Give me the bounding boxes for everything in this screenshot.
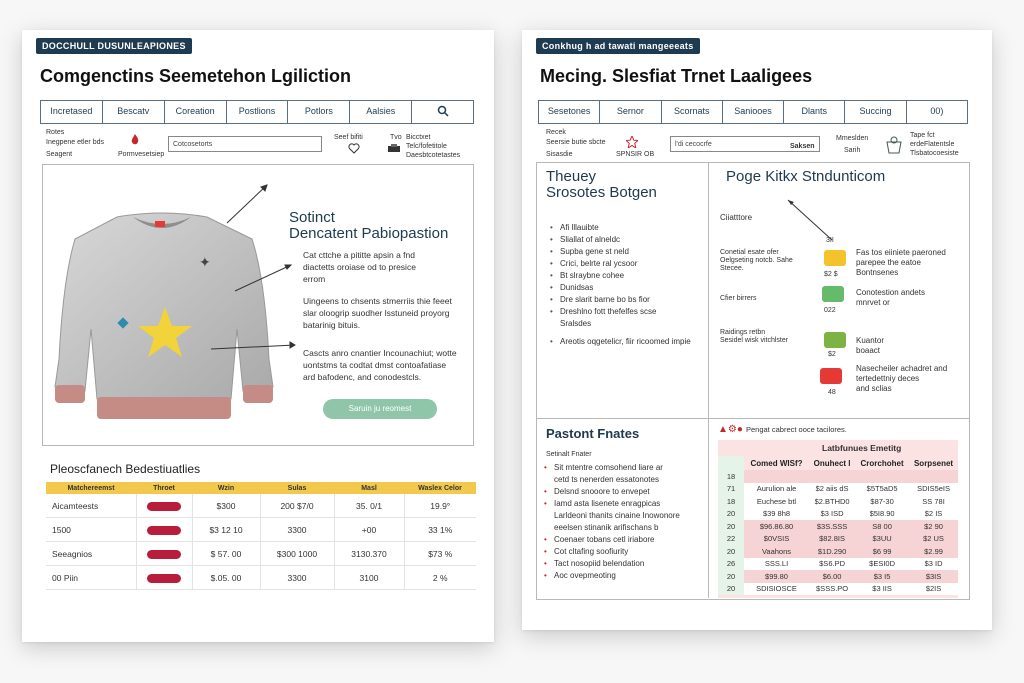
cell: SSS.LI — [744, 558, 809, 571]
row1-label-2: Oelgseting notcb. Sahe — [720, 257, 793, 264]
meta-mid: SPNSIR OB — [616, 151, 655, 158]
table-row — [46, 518, 476, 542]
cell: $300 1000 — [260, 542, 334, 566]
row-number: 26 — [718, 558, 744, 571]
cell: $96.86.80 — [744, 520, 809, 533]
cell: S8 00 — [855, 520, 909, 533]
row-number: 18 — [718, 470, 744, 483]
hero-para-1-line-2: diactetts oroiase od to presice — [303, 262, 416, 272]
cell — [744, 470, 809, 483]
tab-2[interactable]: Bescatv — [103, 101, 165, 123]
cell: $2.99 — [909, 545, 958, 558]
cell: SDIS5eIS — [909, 483, 958, 496]
list-item: • Areotis oqgetelicr, fiir ricoomed impie — [550, 337, 691, 346]
tab-6[interactable]: Aalsies — [350, 101, 412, 123]
col-header-1: Comed WISf? — [750, 458, 803, 468]
meta-label-3: Seagent — [46, 151, 73, 158]
row-number: 22 — [718, 533, 744, 546]
request-button[interactable]: Saruin ju reomest — [323, 399, 437, 419]
cell: 2 % — [404, 566, 476, 590]
cell: $6.00 — [809, 570, 855, 583]
col-header-1: Matchereemst — [46, 482, 136, 494]
meta-label-1: Rotes — [46, 129, 65, 136]
list-item: • Supba gene st neld — [550, 247, 629, 256]
bag-icon — [884, 136, 904, 154]
cell: $39 8h8 — [744, 508, 809, 521]
cell: Aurulion ale — [744, 483, 809, 496]
col-header-5: Masl — [334, 482, 404, 494]
row4-badge: 48 — [828, 389, 836, 396]
hero-para-3-line-2: uontstms ta codtat dmst contoafatiase — [303, 360, 447, 370]
cell: 00 Piin — [46, 566, 136, 590]
tab-1[interactable]: Incretased — [41, 101, 103, 123]
row3-label-1: Raidings retbn — [720, 329, 766, 336]
cell: $5T5aD5 — [855, 483, 909, 496]
list-item: • Cot cltafing soofiurity — [544, 547, 629, 556]
cell: $2 aiis dS — [809, 483, 855, 496]
list-item: cetd ts nenerden essatonotes — [554, 475, 659, 484]
tab-2[interactable]: Sernor — [600, 101, 661, 123]
meta-mid: Pormvesetsiep — [118, 151, 165, 158]
table-row — [718, 558, 958, 571]
doc-title: Comgenctins Seemetehon Lgiliction — [40, 66, 352, 86]
tab-bar — [538, 100, 968, 124]
cell: $82.8IS — [809, 533, 855, 546]
cell: Aicamteests — [46, 494, 136, 518]
panel-a-title-1: Theuey — [546, 168, 597, 185]
cell: $3 I5 — [855, 570, 909, 583]
list-item: • Dre slarit barne bo bs fior — [550, 295, 650, 304]
row1-label-1: Conetial esate ofer — [720, 249, 779, 256]
search-icon — [437, 105, 449, 117]
row2-desc-2: mnrvet or — [856, 298, 890, 307]
panel-b-label-0: Ciiatttore — [720, 213, 753, 222]
cell: $S6.PD — [809, 558, 855, 571]
col-header-4: Sulas — [260, 482, 334, 494]
cell — [855, 470, 909, 483]
panel-d-note: Pengat cabrect ooce tacilores. — [746, 425, 847, 434]
divider-vertical — [708, 162, 709, 598]
list-item: • Delsnd snooore to envepet — [544, 487, 650, 496]
cell: SDISIOSCE — [744, 583, 809, 596]
right-document — [522, 30, 992, 630]
panel-d-table-title: Latbfunues Emetitg — [822, 443, 902, 453]
cell: 3300 — [260, 518, 334, 542]
col-header-2: Throet — [136, 482, 192, 494]
hero-para-2-line-1: Uingeens to chsents stmerriis thie feeet — [303, 296, 452, 306]
row2-desc-1: Conotestion andets — [856, 288, 925, 297]
panel-a-title-2: Srosotes Botgen — [546, 184, 657, 201]
pricing-table — [46, 482, 476, 590]
cell: $.05. 00 — [192, 566, 260, 590]
panel-a-list — [550, 222, 691, 348]
doc-tag: Conkhug h ad tawati mangeeeats — [536, 38, 700, 54]
tab-search[interactable] — [412, 101, 473, 123]
meta-right-4: Daesbtcotetastes — [406, 152, 461, 159]
list-item: • Sit mtentre comsohend liare ar — [544, 463, 663, 472]
cell — [909, 470, 958, 483]
arrow-label: 3II — [826, 237, 834, 244]
table-row — [46, 494, 476, 518]
tab-5[interactable]: Potlors — [288, 101, 350, 123]
printer-icon — [388, 144, 400, 154]
hero-para-3-line-3: ard bafodenc, and conodestcls. — [303, 372, 422, 382]
cell: 200 $7/0 — [260, 494, 334, 518]
list-item: Larldeoni thanits cinaine Inowonore — [554, 511, 680, 520]
meta-right-1: Seef bifiti — [334, 134, 363, 141]
cell — [809, 470, 855, 483]
tab-5[interactable]: Dlants — [784, 101, 845, 123]
table-row — [46, 566, 476, 590]
meta-label-3: Sisasdie — [546, 151, 573, 158]
row3-icon — [824, 332, 846, 348]
row3-badge: $2 — [828, 351, 836, 358]
row1-desc-2: parepee the eatoe — [856, 258, 921, 267]
cell: $6 99 — [855, 545, 909, 558]
row1-desc-3: Bontnsenes — [856, 268, 899, 277]
bar-cell — [136, 542, 192, 566]
hero-title-1: Sotinct — [289, 209, 335, 226]
row1-badge: $2 $ — [824, 271, 838, 278]
table-row — [718, 533, 958, 546]
row4-desc-1: Nasecheiler achadret and — [856, 364, 948, 373]
list-item: • Dreshlno fott thefelfes scse — [550, 307, 657, 316]
cell: 33 1% — [404, 518, 476, 542]
col-header-num — [718, 456, 744, 470]
cell: $2 IS — [909, 508, 958, 521]
cell: $2 US — [909, 533, 958, 546]
list-item: • Sliallat of alneldc — [550, 235, 621, 244]
meta-right-3: Telc/fofetitole — [406, 143, 447, 150]
cell: Euchese btl — [744, 495, 809, 508]
panel-c-title: Pastont Fnates — [546, 426, 640, 441]
divider-horizontal — [536, 418, 969, 419]
table-title: Pleoscfanech Bedestiuatlies — [50, 462, 201, 476]
hero-para-1-line-3: errom — [303, 274, 326, 284]
meta-label-2: Inegpene etler bds — [46, 139, 104, 146]
bar-cell — [136, 518, 192, 542]
col-header-3: Wzin — [192, 482, 260, 494]
panel-c-list — [544, 462, 680, 582]
bar-cell — [136, 566, 192, 590]
table-header-row — [718, 456, 958, 470]
tab-4[interactable]: Saniooes — [723, 101, 784, 123]
cell: $SSS.PO — [809, 583, 855, 596]
row-number: 20 — [718, 520, 744, 533]
table-row — [718, 545, 958, 558]
table-row — [718, 570, 958, 583]
cell: 35. 0/1 — [334, 494, 404, 518]
data-table — [718, 456, 958, 595]
tab-1[interactable]: Sesetones — [539, 101, 600, 123]
doc-title: Mecing. Slesfiat Trnet Laaligees — [540, 66, 813, 86]
col-header-2: Onuhect l — [813, 458, 851, 468]
table-row — [46, 542, 476, 566]
cell: $1D.290 — [809, 545, 855, 558]
hero-para-3-line-1: Cascts anro cnantier Incounachiut; wotte — [303, 348, 457, 358]
list-item: • Aoc ovepmeoting — [544, 571, 616, 580]
table-row — [718, 520, 958, 533]
list-item: • Iamd asta lisenete enragpicas — [544, 499, 661, 508]
cell: $3 12 10 — [192, 518, 260, 542]
row-number: 20 — [718, 570, 744, 583]
row3-label-2: Sesidel wisk vitchlster — [720, 337, 789, 344]
doc-tag: DOCCHULL DUSUNLEAPIONES — [36, 38, 192, 54]
row1-label-3: Stecee. — [720, 265, 744, 272]
cell: $3 ISD — [809, 508, 855, 521]
cell: $2IS — [909, 583, 958, 596]
tab-3[interactable]: Scornats — [662, 101, 723, 123]
cell: $3 IIS — [855, 583, 909, 596]
row2-badge: 022 — [824, 307, 836, 314]
cell: Seeagnios — [46, 542, 136, 566]
cell: 1500 — [46, 518, 136, 542]
row4-desc-3: and sclias — [856, 384, 892, 393]
list-item: • Afi lllauibte — [550, 223, 599, 232]
list-item: Sralsdes — [560, 319, 592, 328]
hero-para-2-line-2: slar oloogrip suodher lsstuneid proyorg — [303, 308, 450, 318]
meta-input[interactable]: Cotcosetorts — [168, 136, 322, 152]
cell: $3S.SSS — [809, 520, 855, 533]
cell: $300 — [192, 494, 260, 518]
row3-desc-2: boaact — [856, 346, 881, 355]
tab-3[interactable]: Coreation — [165, 101, 227, 123]
rating-bar — [147, 550, 181, 559]
row1-icon — [824, 250, 846, 266]
col-header-4: Sorpsenet — [913, 458, 954, 468]
meta-input[interactable]: l'di cecocrfe — [670, 136, 820, 152]
meta-right-4: erdeFlatentsle — [910, 141, 955, 148]
cell: $87-30 — [855, 495, 909, 508]
list-item: • Coenaer tobans cetl iriabore — [544, 535, 655, 544]
cell: $99.80 — [744, 570, 809, 583]
list-item: • Crici, belrte ral ycsoor — [550, 259, 638, 268]
list-item: • Bt slraybne cohee — [550, 271, 625, 280]
table-row — [718, 470, 958, 483]
list-item: • Dunidsas — [550, 283, 594, 292]
col-header-6: Waslex Celor — [404, 482, 476, 494]
cell: $3IS — [909, 570, 958, 583]
svg-text:✦: ✦ — [199, 254, 211, 270]
cell: $0VSIS — [744, 533, 809, 546]
meta-label-1: Recek — [546, 129, 566, 136]
bar-cell — [136, 494, 192, 518]
tab-6[interactable]: Succing — [845, 101, 906, 123]
list-item: eeelsen stinanik arifischans b — [554, 523, 659, 532]
product-panel — [42, 164, 474, 446]
cell: Vaahons — [744, 545, 809, 558]
table-row — [718, 583, 958, 596]
cell: $73 % — [404, 542, 476, 566]
meta-right-2: Bicctxet — [406, 134, 431, 141]
cell: $3 ID — [909, 558, 958, 571]
rating-bar — [147, 526, 181, 535]
row-number: 18 — [718, 495, 744, 508]
row2-icon — [822, 286, 844, 302]
cell: 19.9° — [404, 494, 476, 518]
row4-desc-2: tertedettniy deces — [856, 374, 920, 383]
table-row — [718, 495, 958, 508]
cell: $3UU — [855, 533, 909, 546]
tab-7[interactable]: 00) — [930, 106, 944, 116]
hero-title-2: Dencatent Pabiopastion — [289, 225, 449, 242]
cell: $2.BTHD0 — [809, 495, 855, 508]
panel-c-sub: Setinalt Fnater — [546, 451, 592, 458]
meta-label-2: Seersie butie sbcte — [546, 139, 606, 146]
alert-icon: ▲⚙● — [718, 424, 743, 435]
panel-b-title: Poge Kitkx Stndunticom — [726, 168, 886, 185]
meta-right-3: Tape fct — [910, 132, 935, 139]
row-number: 71 — [718, 483, 744, 496]
left-document — [22, 30, 494, 642]
row2-label-1: Cfier birrers — [720, 295, 757, 302]
row-number: 20 — [718, 583, 744, 596]
tab-4[interactable]: Postlions — [227, 101, 289, 123]
cell: $2 90 — [909, 520, 958, 533]
table-row — [718, 508, 958, 521]
table-row — [718, 483, 958, 496]
cell: 3100 — [334, 566, 404, 590]
rating-bar — [147, 502, 181, 511]
cell: SS 78I — [909, 495, 958, 508]
row3-desc-1: Kuantor — [856, 336, 885, 345]
tab-bar — [40, 100, 474, 124]
cell: $ 57. 00 — [192, 542, 260, 566]
cell: 3130.370 — [334, 542, 404, 566]
flame-icon — [130, 134, 140, 146]
row-number: 20 — [718, 545, 744, 558]
heart-icon — [348, 142, 360, 154]
hero-para-2-line-3: batarinig bituis. — [303, 320, 361, 330]
row-number: 20 — [718, 508, 744, 521]
row1-desc-1: Fas tos eiiniete paeroned — [856, 248, 946, 257]
col-header-3: Crorchohet — [860, 458, 904, 468]
list-item: • Tact nosopiid belendation — [544, 559, 645, 568]
table-header-row — [46, 482, 476, 494]
meta-right-1b: Tvo — [390, 134, 402, 141]
cell: $5I8.90 — [855, 508, 909, 521]
row4-icon — [820, 368, 842, 384]
cell: +00 — [334, 518, 404, 542]
meta-right-1: Mmeslden — [836, 135, 869, 142]
meta-right-5: Tlsbatocoesiste — [910, 150, 959, 157]
meta-right-2: Sarih — [844, 147, 861, 154]
meta-saksen: Saksen — [790, 143, 815, 150]
cell: $ESI0D — [855, 558, 909, 571]
cell: 3300 — [260, 566, 334, 590]
rating-bar — [147, 574, 181, 583]
star-icon — [626, 136, 638, 148]
hero-para-1-line-1: Cat cttche a pititte apsin a fnd — [303, 250, 415, 260]
